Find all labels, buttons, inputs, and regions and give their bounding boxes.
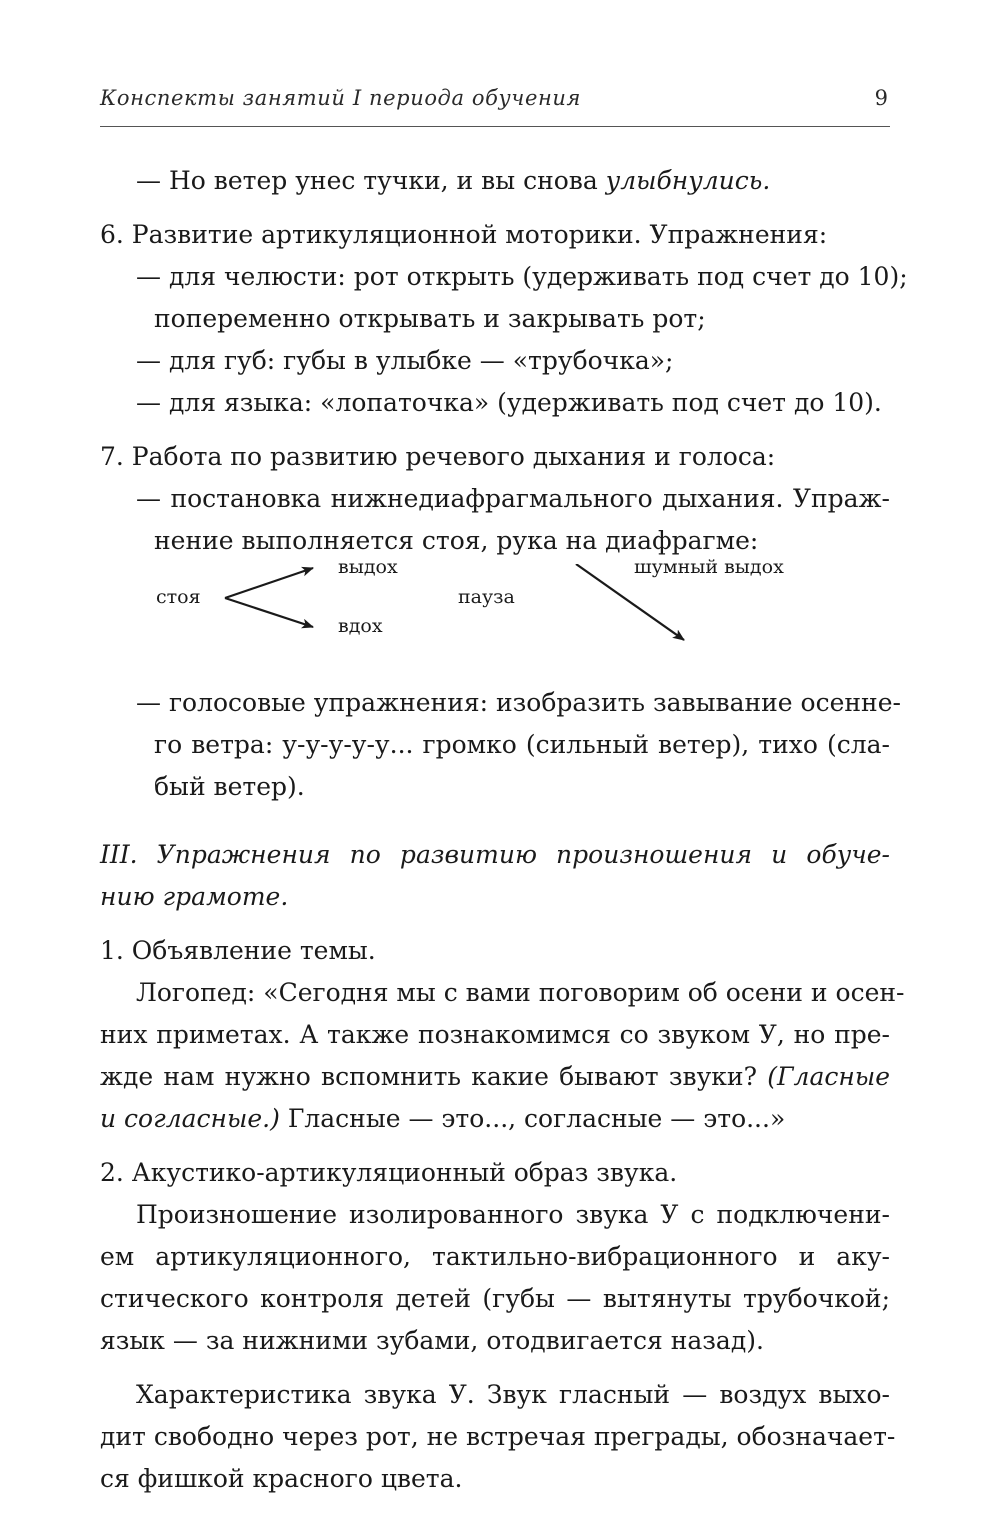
paragraph-line: ся фишкой красного цвета. (100, 1464, 463, 1493)
header-divider (100, 126, 890, 127)
italic-text-run: и согласные.) (100, 1104, 280, 1133)
inhale-arrow (225, 598, 313, 627)
list-item: — для языка: «лопаточка» (удерживать под счет до 10). (136, 388, 882, 417)
section-heading: III. Упражнения по развитию произношения и обуче- (100, 840, 890, 869)
running-title: Конспекты занятий I периода обучения (100, 86, 582, 110)
italic-text-run: (Гласные (767, 1062, 890, 1091)
exhale-arrow (225, 568, 313, 598)
breathing-diagram (100, 556, 890, 682)
paragraph-gap (100, 202, 890, 214)
paragraph-gap (100, 424, 890, 436)
paragraph-gap (100, 1362, 890, 1374)
list-item: — для челюсти: рот открыть (удерживать под счет до 10); (136, 262, 908, 291)
label-noisy-exhale: шумный выдох (634, 556, 784, 578)
paragraph-line (100, 1098, 890, 1140)
paragraph-gap (100, 1140, 890, 1152)
list-item-continuation: нение выполняется стоя, рука на диафрагме: (154, 526, 759, 555)
list-item-continuation: го ветра: у-у-у-у-у... громко (сильный ветер), тихо (сла- (154, 730, 890, 759)
list-heading: 7. Работа по развитию речевого дыхания и голоса: (100, 442, 776, 471)
list-item: — постановка нижнедиафрагмального дыхания. Упраж- (136, 484, 890, 513)
text-run: Гласные — это..., согласные — это...» (279, 1104, 786, 1133)
list-item-continuation: попеременно открывать и закрывать рот; (154, 304, 706, 333)
section-gap (100, 808, 890, 834)
paragraph-line (100, 1056, 890, 1098)
paragraph-gap (100, 918, 890, 930)
page-body (100, 160, 908, 1500)
italic-text-run: улыбнулись. (605, 166, 771, 195)
list-item-continuation: бый ветер). (154, 772, 305, 801)
label-inhale: вдох (338, 615, 383, 637)
page-number: 9 (874, 86, 888, 110)
text-run: жде нам нужно вспомнить какие бывают звуки? (100, 1062, 768, 1091)
paragraph-line: стического контроля детей (губы — вытянуты трубочкой; (100, 1284, 890, 1313)
paragraph-line (100, 160, 890, 202)
list-heading: 6. Развитие артикуляционной моторики. Упражнения: (100, 220, 828, 249)
section-heading-continuation: нию грамоте. (100, 882, 289, 911)
paragraph-line: Характеристика звука У. Звук гласный — воздух выхо- (136, 1380, 890, 1409)
page-header (100, 86, 890, 126)
list-heading: 2. Акустико-артикуляционный образ звука. (100, 1158, 678, 1187)
paragraph-line: Логопед: «Сегодня мы с вами поговорим об осени и осен- (136, 978, 905, 1007)
paragraph-line: дит свободно через рот, не встречая преграды, обозначает- (100, 1422, 896, 1451)
text-run: — Но ветер унес тучки, и вы снова (136, 166, 606, 195)
paragraph-line: Произношение изолированного звука У с подключени- (136, 1200, 890, 1229)
paragraph-line: ем артикуляционного, тактильно-вибрационного и аку- (100, 1242, 890, 1271)
list-heading: 1. Объявление темы. (100, 936, 376, 965)
breathing-arrows (100, 564, 890, 682)
paragraph-line: язык — за нижними зубами, отодвигается назад). (100, 1326, 764, 1355)
label-pause: пауза (458, 586, 515, 608)
label-exhale: выдох (338, 556, 398, 578)
list-item: — для губ: губы в улыбке — «трубочка»; (136, 346, 674, 375)
list-item: — голосовые упражнения: изобразить завывание осенне- (136, 688, 901, 717)
paragraph-line: них приметах. А также познакомимся со звуком У, но пре- (100, 1020, 890, 1049)
label-standing: стоя (156, 586, 201, 608)
